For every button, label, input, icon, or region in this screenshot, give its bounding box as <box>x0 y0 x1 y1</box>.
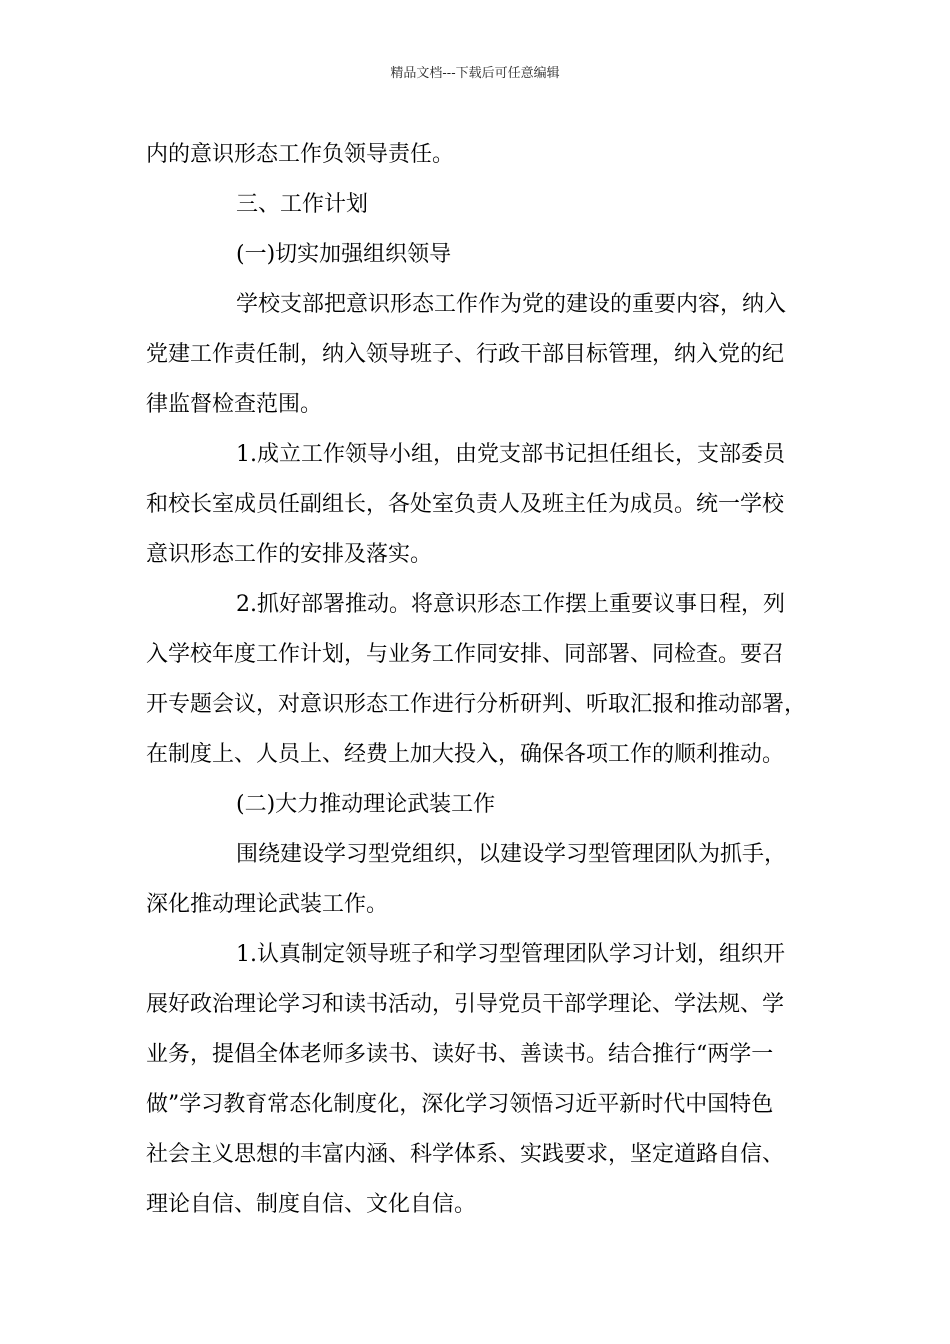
document-body <box>146 130 806 1230</box>
body-line: 业务，提倡全体老师多读书、读好书、善读书。结合推行“两学一 <box>146 1042 774 1067</box>
section-heading: 三、工作计划 <box>236 192 369 217</box>
body-line: 深化推动理论武装工作。 <box>146 892 389 917</box>
body-line: 党建工作责任制，纳入领导班子、行政干部目标管理，纳入党的纪 <box>146 342 785 367</box>
body-line: 社会主义思想的丰富内涵、科学体系、实践要求，坚定道路自信、 <box>146 1142 785 1167</box>
body-line: 学校支部把意识形态工作作为党的建设的重要内容，纳入 <box>236 292 787 317</box>
body-line: 和校长室成员任副组长，各处室负责人及班主任为成员。统一学校 <box>146 492 785 517</box>
subsection-heading: (二)大力推动理论武装工作 <box>236 792 496 817</box>
body-line: 律监督检查范围。 <box>146 392 323 417</box>
list-item-line: 1.认真制定领导班子和学习型管理团队学习计划，组织开 <box>236 942 785 967</box>
body-line: 在制度上、人员上、经费上加大投入，确保各项工作的顺利推动。 <box>146 742 785 767</box>
body-line: 入学校年度工作计划，与业务工作同安排、同部署、同检查。要召 <box>146 642 785 667</box>
body-line: 开专题会议，对意识形态工作进行分析研判、听取汇报和推动部署， <box>146 692 807 717</box>
subsection-heading: (一)切实加强组织领导 <box>236 242 452 267</box>
body-line: 内的意识形态工作负领导责任。 <box>146 142 455 167</box>
list-item-line: 2.抓好部署推动。将意识形态工作摆上重要议事日程，列 <box>236 592 785 617</box>
body-line: 围绕建设学习型党组织，以建设学习型管理团队为抓手， <box>236 842 787 867</box>
list-item-line: 1.成立工作领导小组，由党支部书记担任组长，支部委员 <box>236 442 785 467</box>
body-line: 做”学习教育常态化制度化，深化学习领悟习近平新时代中国特色 <box>146 1092 774 1117</box>
body-line: 理论自信、制度自信、文化自信。 <box>146 1192 477 1217</box>
page-header: 精品文档---下载后可任意编辑 <box>390 66 560 81</box>
body-line: 展好政治理论学习和读书活动，引导党员干部学理论、学法规、学 <box>146 992 785 1017</box>
body-line: 意识形态工作的安排及落实。 <box>146 542 433 567</box>
